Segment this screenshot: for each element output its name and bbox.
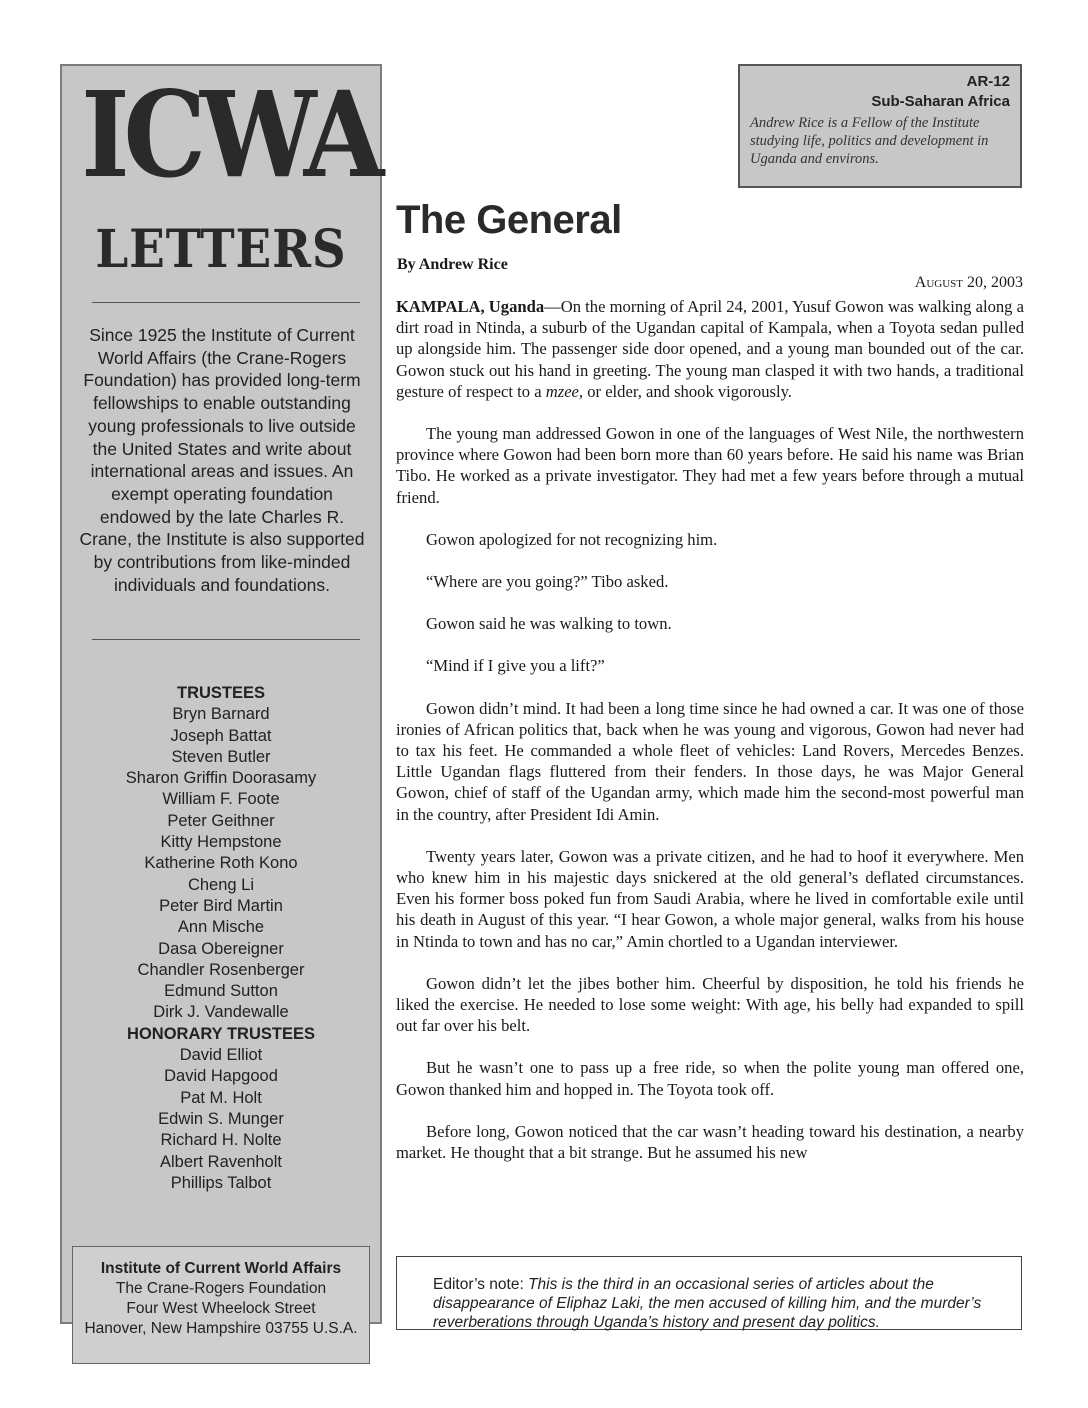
logo-letters: LETTERS [95, 219, 347, 280]
trustee-name: Katherine Roth Kono [144, 854, 298, 873]
address-line: Hanover, New Hampshire 03755 U.S.A. [84, 1320, 358, 1337]
divider [92, 639, 360, 640]
paragraph: Before long, Gowon noticed that the car wasn’t heading toward his destination, a nearby market. He thought that a bit strange. But he assumed his new [396, 1121, 1024, 1163]
dateline: KAMPALA, Uganda [396, 297, 545, 316]
honorary-trustee-name: David Elliot [179, 1046, 263, 1065]
paragraph-text: , or elder, and shook vigorously. [578, 381, 792, 401]
divider [92, 302, 360, 303]
trustee-name: Peter Bird Martin [159, 896, 283, 915]
about-text: Since 1925 the Institute of Current World Affairs (the Crane-Rogers Foundation) has provided long-term fellowships to enable outstanding young professionals to live outside the United States and write about international areas and issues. An exempt operating foundation endowed by the late Charles R. Crane, the Institute is also supported by contributions from like-minded individuals and foundations. [79, 325, 365, 595]
editors-note [396, 1256, 1022, 1330]
trustee-name: Steven Butler [171, 747, 271, 766]
article-body [396, 296, 1024, 1184]
address-org: Institute of Current World Affairs [100, 1260, 342, 1277]
honorary-trustees-heading: HONORARY TRUSTEES [127, 1024, 315, 1043]
trustee-name: William F. Foote [162, 790, 280, 809]
honorary-trustee-name: David Hapgood [164, 1067, 278, 1086]
address-box [72, 1246, 370, 1364]
trustee-name: Sharon Griffin Doorasamy [125, 769, 317, 788]
trustee-name: Chandler Rosenberger [137, 960, 305, 979]
trustee-name: Bryn Barnard [172, 705, 270, 724]
address-line: The Crane-Rogers Foundation [115, 1280, 327, 1297]
paragraph: Twenty years later, Gowon was a private citizen, and he had to hoof it everywhere. Men who knew him in his majestic days snickered at the old general’s deflated circumstances. Even his former boss poked fun from Saudi Arabia, where he lived in comfortable exile until his death in August of this year. “I hear Gowon, a whole major general, walks from his house in Ntinda to town and has no car,” Amin chortled to a Ugandan interviewer. [396, 846, 1024, 951]
trustee-name: Dasa Obereigner [158, 939, 284, 958]
honorary-trustee-name: Edwin S. Munger [158, 1109, 284, 1128]
trustee-name: Ann Mische [177, 918, 265, 937]
honorary-trustee-name: Pat M. Holt [180, 1088, 262, 1107]
paragraph: “Mind if I give you a lift?” [426, 656, 605, 676]
address-line: Four West Wheelock Street [126, 1300, 316, 1317]
trustees-section [62, 683, 380, 1194]
paragraph: Gowon said he was walking to town. [426, 614, 672, 634]
trustee-name: Edmund Sutton [164, 982, 278, 1001]
honorary-trustee-name: Albert Ravenholt [160, 1152, 282, 1171]
trustee-name: Joseph Battat [170, 726, 272, 745]
honorary-trustee-name: Richard H. Nolte [160, 1131, 282, 1150]
logo-icwa: ICWA [81, 65, 379, 204]
editors-note-text: This is the third in an occasional series of articles about the disappearance of Eliphaz Laki, the men accused of killing him, and the murder’s reverberations through Uganda’s history and present day politics. [433, 1276, 982, 1331]
paragraph-text: —On the morning of April 24, 2001, Yusuf Gowon was walking along a dirt road in Ntinda, a suburb of the Ugandan capital of Kampala, when a Toyota sedan pulled up alongside him. The passenger side door opened, and a young man bounded out of the car. Gowon stuck out his hand in greeting. The young man clasped it with two hands, a traditional gesture of respect to a [396, 297, 1024, 401]
trustee-name: Cheng Li [187, 875, 255, 894]
trustee-name: Kitty Hempstone [160, 833, 282, 852]
issue-region: Sub-Saharan Africa [871, 93, 1010, 110]
paragraph: The young man addressed Gowon in one of the languages of West Nile, the northwestern province where Gowon had been born more than 60 years before. He said his name was Brian Tibo. He worked as a private investigator. They had met a few years before through a mutual friend. [396, 424, 1024, 507]
trustee-name: Peter Geithner [167, 811, 275, 830]
paragraph: Gowon didn’t mind. It had been a long time since he had owned a car. It was one of those ironies of African politics that, back when he was young and vigorous, Gowon had never had to tax his feet. He commanded a whole fleet of vehicles: Land Rovers, Mercedes Benzes. Little Ugandan flags fluttered from their fenders. In those days, he was Major General Gowon, chief of staff of the Ugandan army, which made him the second-most powerful man in the country, after President Idi Amin. [396, 698, 1024, 824]
paragraph: Gowon didn’t let the jibes bother him. Cheerful by disposition, he told his friends he liked the exercise. He needed to lose some weight: With age, his belly had expanded to spill out far over his belt. [396, 973, 1024, 1036]
paragraph: Gowon apologized for not recognizing him. [426, 529, 718, 549]
byline: By Andrew Rice [397, 256, 508, 273]
paragraph [396, 296, 1024, 402]
issue-info-box [738, 64, 1022, 188]
honorary-trustee-name: Phillips Talbot [170, 1173, 272, 1192]
author-description: Andrew Rice is a Fellow of the Institute studying life, politics and development in Uganda and environs. [750, 115, 989, 167]
paragraph: But he wasn’t one to pass up a free ride, so when the polite young man offered one, Gowon thanked him and hopped in. The Toyota took off. [396, 1058, 1024, 1099]
trustee-name: Dirk J. Vandewalle [153, 1003, 289, 1022]
editors-note-label: Editor’s note: [433, 1276, 529, 1293]
trustees-heading: TRUSTEES [176, 684, 265, 702]
paragraph: “Where are you going?” Tibo asked. [426, 572, 669, 592]
issue-code: AR-12 [966, 73, 1010, 90]
italic-term: mzee [545, 381, 579, 401]
article-title: The General [396, 198, 622, 242]
sidebar [60, 64, 382, 1337]
article-date: August 20, 2003 [914, 274, 1023, 291]
